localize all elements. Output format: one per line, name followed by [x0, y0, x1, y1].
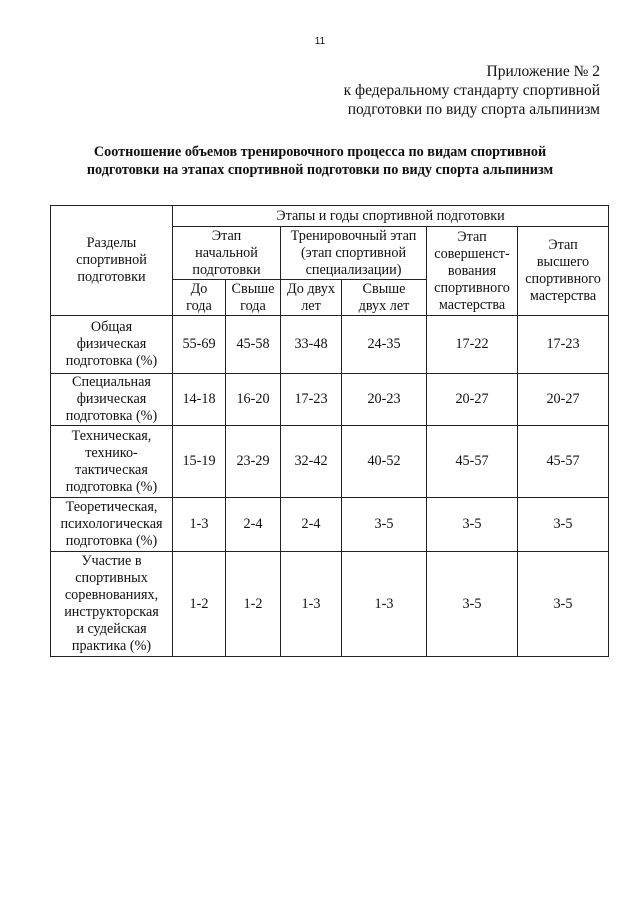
cell-value: 45-57 — [427, 426, 518, 498]
header-training-stage: Тренировочный этап (этап спортивной специализации) — [281, 227, 427, 280]
row-label: Теоретическая, психологическая подготовка (%) — [51, 498, 173, 552]
cell-value: 17-23 — [518, 316, 609, 374]
cell-value: 1-3 — [173, 498, 226, 552]
row-label: Специальная физическая подготовка (%) — [51, 374, 173, 426]
cell-value: 3-5 — [518, 498, 609, 552]
table-row — [51, 552, 609, 657]
row-label: Общая физическая подготовка (%) — [51, 316, 173, 374]
header-training-over-two: Свыше двух лет — [342, 280, 427, 316]
appendix-line-2: к федеральному стандарту спортивной — [343, 82, 600, 99]
cell-value: 20-27 — [518, 374, 609, 426]
cell-value: 2-4 — [281, 498, 342, 552]
header-sections: Разделы спортивной подготовки — [51, 206, 173, 316]
header-higher-stage: Этап высшего спортивного мастерства — [518, 227, 609, 316]
appendix-header — [344, 62, 600, 119]
cell-value: 3-5 — [427, 498, 518, 552]
cell-value: 14-18 — [173, 374, 226, 426]
table-row — [51, 426, 609, 498]
appendix-line-1: Приложение № 2 — [486, 63, 600, 80]
cell-value: 20-23 — [342, 374, 427, 426]
title-line-1: Соотношение объемов тренировочного процесса по видам спортивной — [93, 144, 547, 160]
cell-value: 2-4 — [226, 498, 281, 552]
cell-value: 1-2 — [173, 552, 226, 657]
cell-value: 55-69 — [173, 316, 226, 374]
header-row-1 — [51, 206, 609, 227]
cell-value: 15-19 — [173, 426, 226, 498]
cell-value: 45-58 — [226, 316, 281, 374]
table-row — [51, 316, 609, 374]
header-stages-years: Этапы и годы спортивной подготовки — [173, 206, 609, 227]
document-title — [40, 143, 600, 179]
header-initial-over-year: Свыше года — [226, 280, 281, 316]
header-perfection-stage: Этап совершенст- вования спортивного мастерства — [427, 227, 518, 316]
cell-value: 1-3 — [281, 552, 342, 657]
cell-value: 17-23 — [281, 374, 342, 426]
cell-value: 16-20 — [226, 374, 281, 426]
header-initial-stage: Этап начальной подготовки — [173, 227, 281, 280]
cell-value: 23-29 — [226, 426, 281, 498]
appendix-line-3: подготовки по виду спорта альпинизм — [347, 101, 600, 118]
cell-value: 1-3 — [342, 552, 427, 657]
cell-value: 1-2 — [226, 552, 281, 657]
cell-value: 3-5 — [518, 552, 609, 657]
header-training-up-to-two: До двух лет — [281, 280, 342, 316]
cell-value: 20-27 — [427, 374, 518, 426]
cell-value: 45-57 — [518, 426, 609, 498]
cell-value: 40-52 — [342, 426, 427, 498]
training-ratio-table — [50, 205, 609, 657]
cell-value: 3-5 — [342, 498, 427, 552]
cell-value: 17-22 — [427, 316, 518, 374]
title-line-2: подготовки на этапах спортивной подготовки по виду спорта альпинизм — [86, 162, 554, 178]
cell-value: 32-42 — [281, 426, 342, 498]
cell-value: 33-48 — [281, 316, 342, 374]
row-label: Участие в спортивных соревнованиях, инструкторская и судейская практика (%) — [51, 552, 173, 657]
cell-value: 3-5 — [427, 552, 518, 657]
cell-value: 24-35 — [342, 316, 427, 374]
page-number: 11 — [314, 36, 326, 47]
table-row — [51, 374, 609, 426]
row-label: Техническая, технико- тактическая подготовка (%) — [51, 426, 173, 498]
header-initial-up-to-year: До года — [173, 280, 226, 316]
table-row — [51, 498, 609, 552]
